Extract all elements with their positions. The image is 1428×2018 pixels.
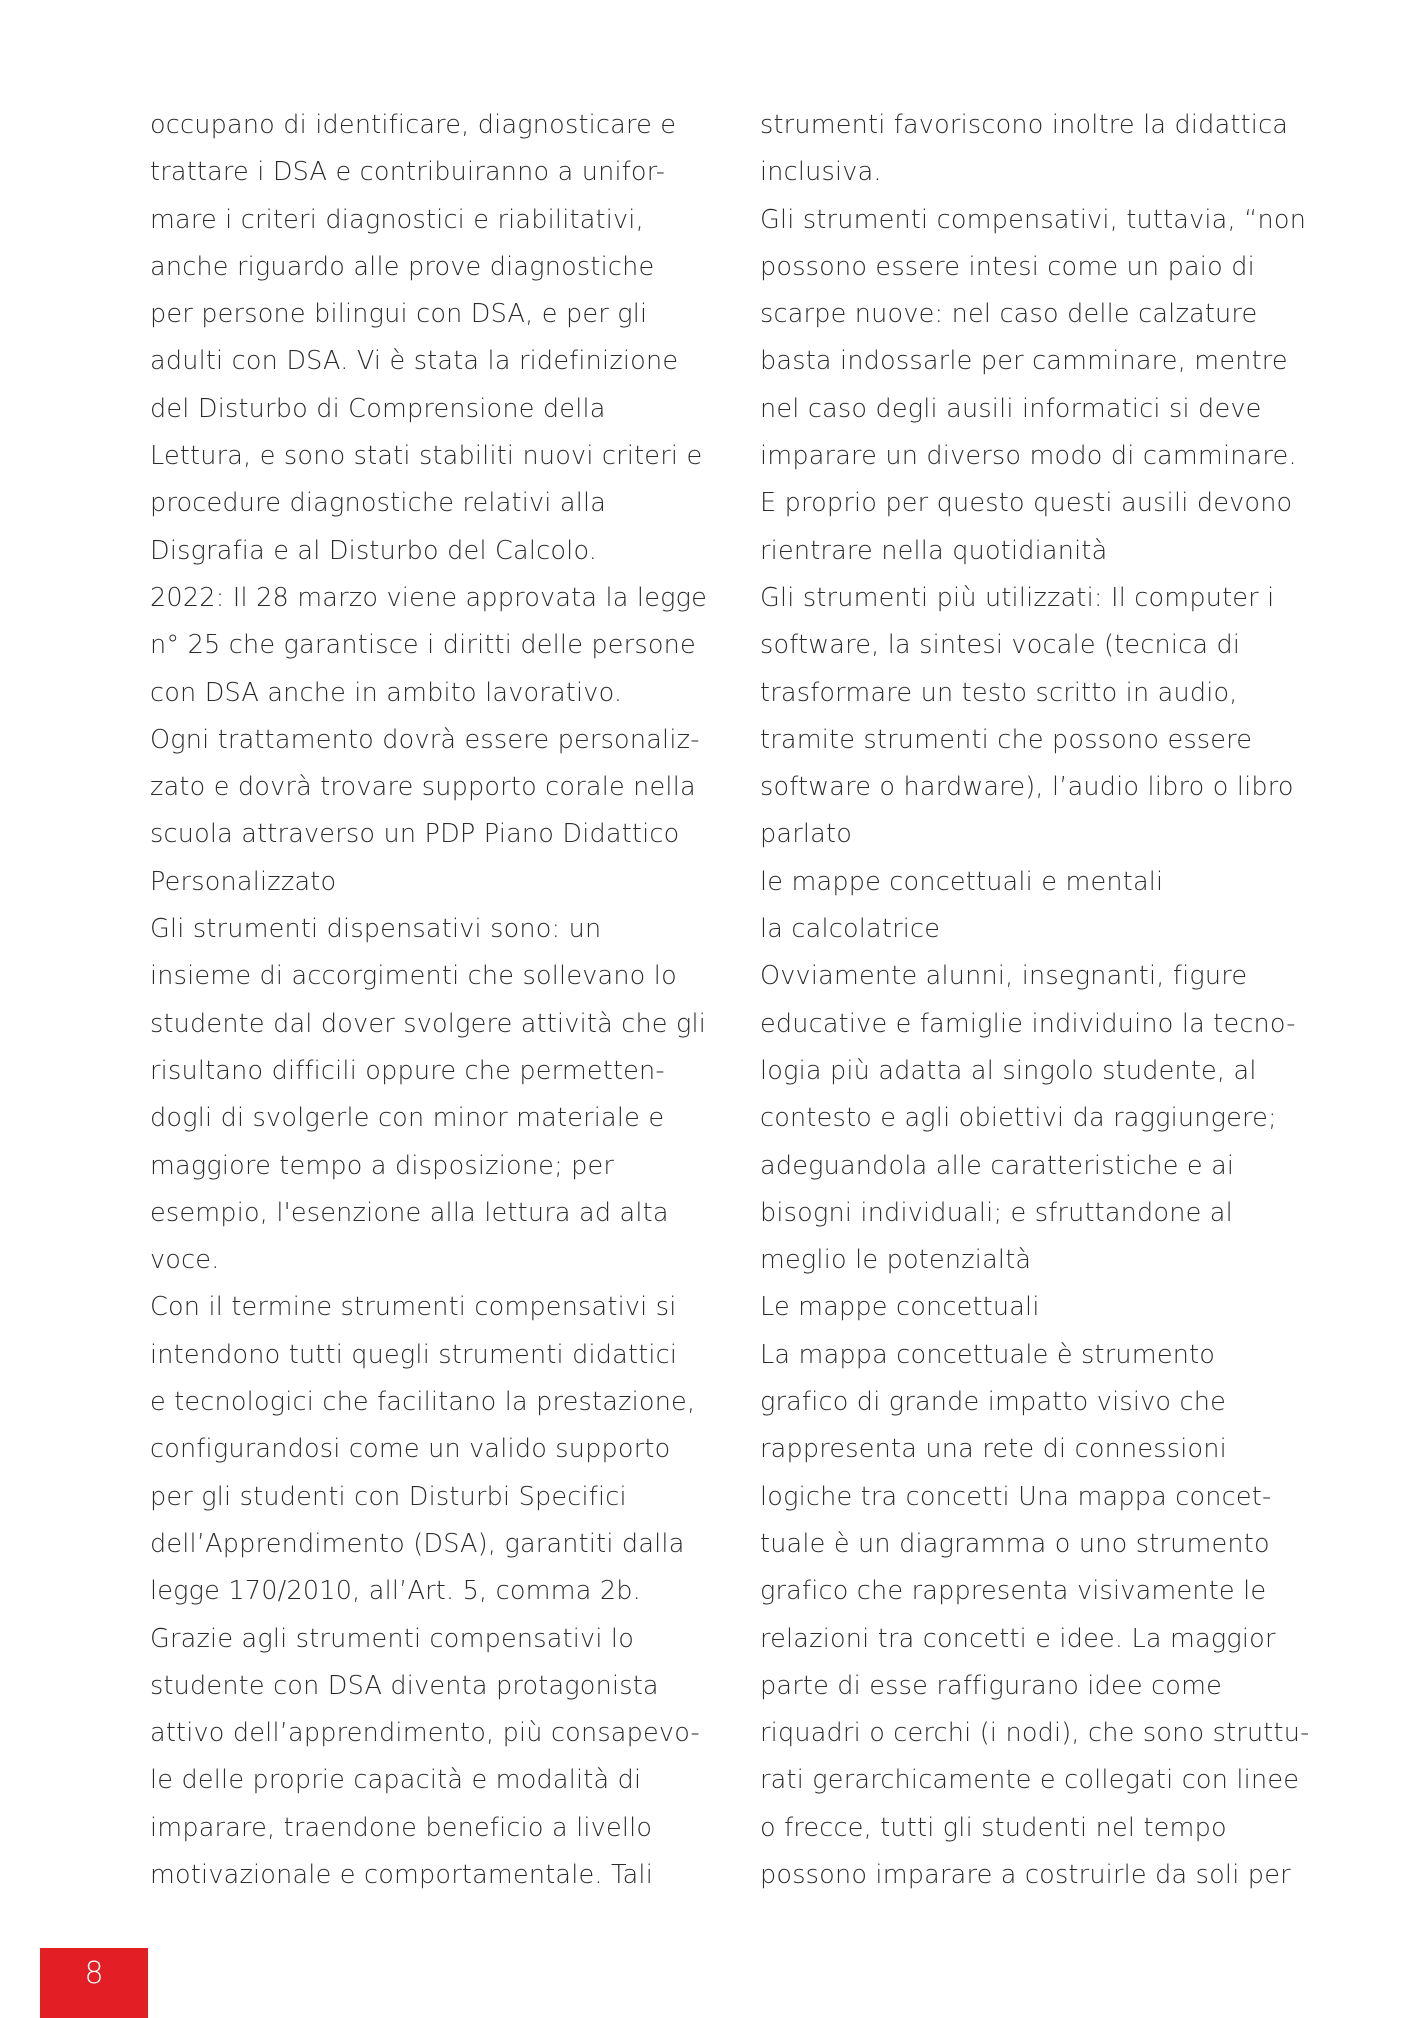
- text-line: del Disturbo di Comprensione della: [150, 393, 606, 424]
- text-line: software, la sintesi vocale (tecnica di: [760, 630, 1241, 661]
- text-line: imparare, traendone beneficio a livello: [150, 1812, 653, 1843]
- text-line: per persone bilingui con DSA, e per gli: [150, 299, 648, 330]
- text-line: scarpe nuove: nel caso delle calzature: [760, 299, 1258, 330]
- text-line: zato e dovrà trovare supporto corale nella: [150, 772, 696, 803]
- text-line: adulti con DSA. Vi è stata la ridefinizione: [150, 346, 679, 377]
- text-line: studente dal dover svolgere attività che gli: [150, 1008, 707, 1039]
- text-line: bisogni individuali; e sfruttandone al: [760, 1197, 1233, 1228]
- text-line: con DSA anche in ambito lavorativo.: [150, 677, 623, 708]
- text-line: la calcolatrice: [760, 914, 941, 945]
- text-line: le mappe concettuali e mentali: [760, 866, 1164, 897]
- text-line: Le mappe concettuali: [760, 1292, 1040, 1323]
- text-line: logiche tra concetti Una mappa concet-: [760, 1481, 1272, 1512]
- text-line: le delle proprie capacità e modalità di: [150, 1765, 642, 1796]
- left-text-column: [150, 102, 720, 1899]
- text-line: Lettura, e sono stati stabiliti nuovi criteri e: [150, 441, 703, 472]
- text-line: insieme di accorgimenti che sollevano lo: [150, 961, 677, 992]
- text-line: studente con DSA diventa protagonista: [150, 1670, 659, 1701]
- text-line: possono essere intesi come un paio di: [760, 251, 1255, 282]
- text-line: logia più adatta al singolo studente, al: [760, 1055, 1257, 1086]
- text-line: tuale è un diagramma o uno strumento: [760, 1528, 1270, 1559]
- text-line: Ovviamente alunni, insegnanti, figure: [760, 961, 1248, 992]
- text-line: basta indossarle per camminare, mentre: [760, 346, 1288, 377]
- text-line: per gli studenti con Disturbi Specifici: [150, 1481, 627, 1512]
- text-line: motivazionale e comportamentale. Tali: [150, 1859, 653, 1890]
- text-line: meglio le potenzialtà: [760, 1245, 1032, 1276]
- text-line: nel caso degli ausili informatici si deve: [760, 393, 1262, 424]
- text-line: voce.: [150, 1245, 220, 1276]
- text-line: tramite strumenti che possono essere: [760, 724, 1253, 755]
- text-line: grafico di grande impatto visivo che: [760, 1387, 1226, 1418]
- text-line: Gli strumenti dispensativi sono: un: [150, 914, 602, 945]
- text-line: procedure diagnostiche relativi alla: [150, 488, 607, 519]
- page-number-badge: [40, 1948, 148, 2018]
- text-line: legge 170/2010, all’Art. 5, comma 2b.: [150, 1576, 641, 1607]
- text-line: risultano difficili oppure che permetten-: [150, 1055, 665, 1086]
- text-line: grafico che rappresenta visivamente le: [760, 1576, 1267, 1607]
- text-line: Grazie agli strumenti compensativi lo: [150, 1623, 635, 1654]
- text-line: trasformare un testo scritto in audio,: [760, 677, 1238, 708]
- text-line: attivo dell’apprendimento, più consapevo-: [150, 1718, 700, 1749]
- text-line: mare i criteri diagnostici e riabilitativi,: [150, 204, 644, 235]
- text-line: parte di esse raffigurano idee come: [760, 1670, 1223, 1701]
- text-line: riquadri o cerchi (i nodi), che sono struttu-: [760, 1718, 1310, 1749]
- page-number: 8: [84, 1956, 104, 1991]
- text-line: Gli strumenti compensativi, tuttavia, “non: [760, 204, 1307, 235]
- text-line: Ogni trattamento dovrà essere personaliz-: [150, 724, 700, 755]
- text-line: Personalizzato: [150, 866, 337, 897]
- right-text-column: [760, 102, 1320, 1899]
- text-line: o frecce, tutti gli studenti nel tempo: [760, 1812, 1227, 1843]
- text-line: Disgrafia e al Disturbo del Calcolo.: [150, 535, 598, 566]
- text-line: La mappa concettuale è strumento: [760, 1339, 1216, 1370]
- text-line: 2022: Il 28 marzo viene approvata la legge: [150, 582, 707, 613]
- text-line: dell’Apprendimento (DSA), garantiti dalla: [150, 1528, 685, 1559]
- text-line: Con il termine strumenti compensativi si: [150, 1292, 677, 1323]
- text-line: scuola attraverso un PDP Piano Didattico: [150, 819, 680, 850]
- text-line: inclusiva.: [760, 157, 882, 188]
- text-line: possono imparare a costruirle da soli per: [760, 1859, 1291, 1890]
- text-line: relazioni tra concetti e idee. La maggior: [760, 1623, 1276, 1654]
- text-line: adeguandola alle caratteristiche e ai: [760, 1150, 1235, 1181]
- text-line: parlato: [760, 819, 853, 850]
- text-line: Gli strumenti più utilizzati: Il computer i: [760, 582, 1275, 613]
- text-line: rappresenta una rete di connessioni: [760, 1434, 1227, 1465]
- text-line: rati gerarchicamente e collegati con linee: [760, 1765, 1300, 1796]
- text-line: n° 25 che garantisce i diritti delle persone: [150, 630, 696, 661]
- text-line: E proprio per questo questi ausili devono: [760, 488, 1293, 519]
- text-line: occupano di identificare, diagnosticare e: [150, 110, 677, 140]
- text-line: trattare i DSA e contribuiranno a unifor-: [150, 157, 666, 188]
- text-line: software o hardware), l’audio libro o libro: [760, 772, 1294, 803]
- text-line: dogli di svolgerle con minor materiale e: [150, 1103, 665, 1134]
- text-line: esempio, l'esenzione alla lettura ad alta: [150, 1197, 669, 1228]
- text-line: rientrare nella quotidianità: [760, 535, 1108, 566]
- text-line: imparare un diverso modo di camminare.: [760, 441, 1297, 472]
- text-line: educative e famiglie individuino la tecno-: [760, 1008, 1296, 1039]
- text-line: intendono tutti quegli strumenti didattici: [150, 1339, 678, 1370]
- text-line: e tecnologici che facilitano la prestazione,: [150, 1387, 696, 1418]
- text-line: maggiore tempo a disposizione; per: [150, 1150, 615, 1181]
- text-line: configurandosi come un valido supporto: [150, 1434, 671, 1465]
- text-line: anche riguardo alle prove diagnostiche: [150, 251, 655, 282]
- text-line: contesto e agli obiettivi da raggiungere;: [760, 1103, 1277, 1134]
- text-line: strumenti favoriscono inoltre la didattica: [760, 110, 1289, 140]
